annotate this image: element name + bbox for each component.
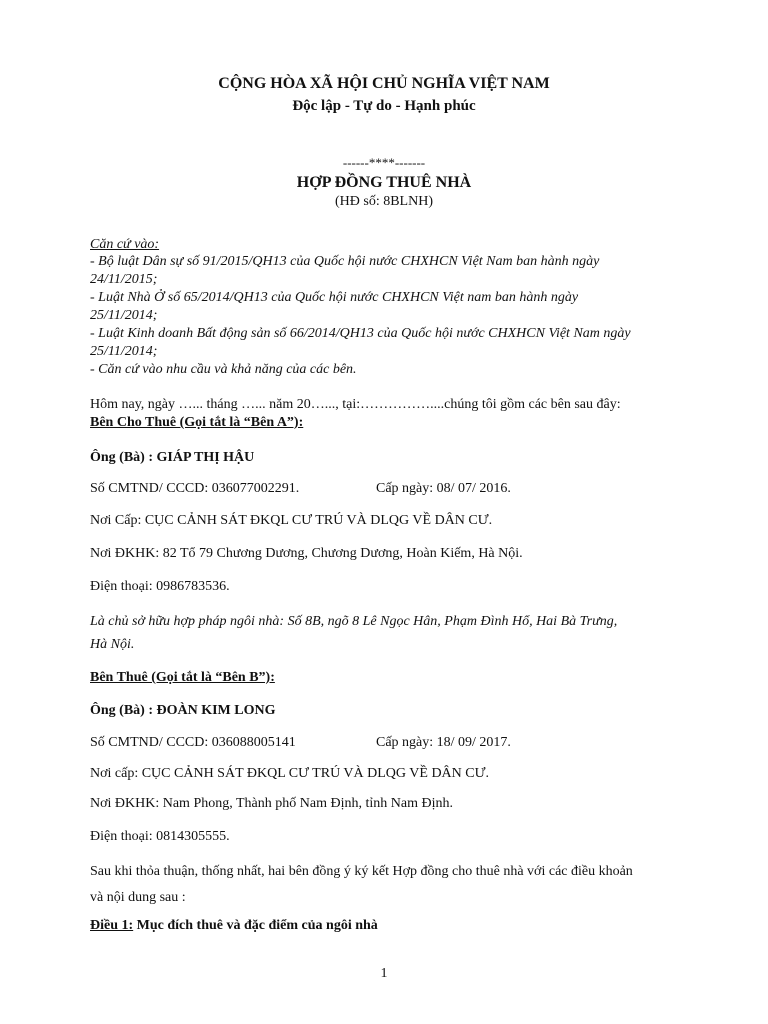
- party-b-phone: Điện thoại: 0814305555.: [90, 829, 230, 844]
- party-b-address: Nơi ĐKHK: Nam Phong, Thành phố Nam Định, tỉnh Nam Định.: [90, 796, 453, 811]
- national-motto: Độc lập - Tự do - Hạnh phúc: [292, 98, 476, 114]
- party-a-id: Số CMTND/ CCCD: 036077002291.: [90, 481, 300, 496]
- nation-title: CỘNG HÒA XÃ HỘI CHỦ NGHĨA VIỆT NAM: [218, 75, 550, 92]
- party-a-ownership-cont: Hà Nội.: [90, 637, 135, 652]
- intro-line: Hôm nay, ngày …... tháng …... năm 20…..., tại:……………....chúng tôi gồm các bên sau đây:: [90, 397, 621, 412]
- party-a-phone: Điện thoại: 0986783536.: [90, 579, 230, 594]
- article-1-heading: [90, 917, 378, 934]
- basis-line: 24/11/2015;: [90, 272, 158, 287]
- basis-line: 25/11/2014;: [90, 344, 158, 359]
- article-1-title: Mục đích thuê và đặc điểm của ngôi nhà: [133, 918, 378, 933]
- agreement-line: Sau khi thỏa thuận, thống nhất, hai bên đồng ý ký kết Hợp đồng cho thuê nhà với các điều khoản: [90, 864, 633, 879]
- party-a-address: Nơi ĐKHK: 82 Tổ 79 Chương Dương, Chương Dương, Hoàn Kiếm, Hà Nội.: [90, 546, 523, 561]
- party-a-ownership: Là chủ sở hữu hợp pháp ngôi nhà: Số 8B, ngõ 8 Lê Ngọc Hân, Phạm Đình Hổ, Hai Bà Trưng,: [90, 614, 618, 629]
- article-1-label: Điều 1:: [90, 918, 134, 933]
- basis-line: - Căn cứ vào nhu cầu và khả năng của các bên.: [90, 362, 357, 377]
- basis-line: - Luật Nhà Ở số 65/2014/QH13 của Quốc hội nước CHXHCN Việt nam ban hành ngày: [90, 290, 579, 305]
- party-b-issue-date: Cấp ngày: 18/ 09/ 2017.: [376, 735, 511, 750]
- contract-number: (HĐ số: 8BLNH): [335, 194, 433, 209]
- basis-heading: Căn cứ vào:: [90, 237, 160, 252]
- party-b-heading: Bên Thuê (Gọi tắt là “Bên B”):: [90, 670, 275, 685]
- party-b-issued-by: Nơi cấp: CỤC CẢNH SÁT ĐKQL CƯ TRÚ VÀ DLQG VỀ DÂN CƯ.: [90, 766, 489, 781]
- basis-line: - Luật Kinh doanh Bất động sản số 66/2014/QH13 của Quốc hội nước CHXHCN Việt Nam ngày: [90, 326, 631, 341]
- party-a-issued-by: Nơi Cấp: CỤC CẢNH SÁT ĐKQL CƯ TRÚ VÀ DLQG VỀ DÂN CƯ.: [90, 513, 493, 528]
- basis-line: 25/11/2014;: [90, 308, 158, 323]
- agreement-line-cont: và nội dung sau :: [90, 890, 186, 905]
- basis-line: - Bộ luật Dân sự số 91/2015/QH13 của Quốc hội nước CHXHCN Việt Nam ban hành ngày: [90, 254, 600, 269]
- party-a-heading: Bên Cho Thuê (Gọi tắt là “Bên A”):: [90, 415, 304, 430]
- party-a-issue-date: Cấp ngày: 08/ 07/ 2016.: [376, 481, 511, 496]
- party-a-name: Ông (Bà) : GIÁP THỊ HẬU: [90, 450, 255, 465]
- separator: ------****-------: [342, 155, 426, 170]
- page-number: 1: [380, 966, 388, 981]
- party-b-name: Ông (Bà) : ĐOÀN KIM LONG: [90, 703, 276, 718]
- document-title: HỢP ĐỒNG THUÊ NHÀ: [296, 174, 472, 191]
- party-b-id: Số CMTND/ CCCD: 036088005141: [90, 735, 296, 750]
